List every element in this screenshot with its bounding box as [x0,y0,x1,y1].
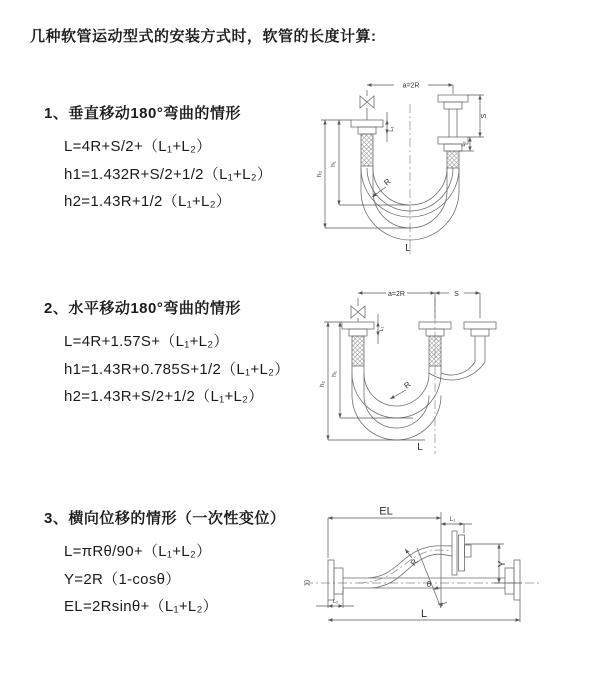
d1-l2-label: L₂ [461,141,467,147]
d1-span-label: a=2R [402,82,420,90]
d2-middle-branch [419,322,451,374]
d2-hose-arcs [352,362,485,440]
formula-line: Y=2R（1-cosθ） [64,570,181,588]
d2-radius-label: R [402,379,413,391]
formula-line: L=πRθ/90+（L₁+L₂） [64,543,212,561]
diagram-lateral-displacement [298,498,550,650]
formula-line: h1=1.432R+S/2+1/2（L₁+L₂） [64,165,273,183]
d2-h1-label: h₁ [331,371,338,377]
d1-left-branch [351,120,383,191]
d3-radius-label: R [408,557,420,568]
d3-dimensions [316,506,522,623]
d2-length-label: L [417,442,423,453]
d2-s-label: S [454,290,459,298]
formula-line: h2=1.43R+S/2+1/2（L₁+L₂） [64,388,264,406]
d3-length-label: L [420,608,428,620]
formula-line: EL=2Rsinθ+（L₁+L₂） [64,598,218,616]
d2-l1-label: L₁ [379,326,385,332]
d1-radius-label: R [382,176,393,188]
d1-h1-label: h₁ [330,161,337,167]
d2-h2-label: h₂ [319,380,326,388]
section-1-formulas [64,132,272,215]
formula-line: h1=1.43R+0.785S+1/2（L₁+L₂） [64,360,290,378]
page-title: 几种软管运动型式的安装方式时，软管的长度计算: [30,28,377,45]
d3-l2-label: L₂ [332,599,339,605]
d2-span-label: a=2R [388,290,405,298]
d2-left-branch [342,322,374,396]
d2-valve-icon [351,298,365,322]
d3-hose [343,546,505,588]
d3-upper-flange [452,531,471,575]
d1-l1-label: L₁ [389,126,395,132]
section-3 [44,507,285,620]
diagram-vertical-180-bend [308,68,530,260]
d3-left-flange [328,560,343,600]
d1-h2-label: h₂ [316,170,323,178]
formula-line: L=4R+1.57S+（L₁+L₂） [64,333,229,351]
d1-valve-icon [360,90,374,120]
d2-right-branch [464,322,496,362]
section-2 [44,297,290,410]
section-3-formulas [64,537,285,620]
formula-line: h2=1.43R+1/2（L₁+L₂） [64,193,232,211]
diagram-horizontal-180-bend [308,278,540,470]
section-1 [44,102,272,215]
d1-length-label: L [405,243,411,254]
section-1-heading: 1、垂直移动180°弯曲的情形 [44,105,241,122]
formula-line: L=4R+S/2+（L₁+L₂） [64,138,212,156]
section-3-heading: 3、横向位移的情形（一次性变位） [44,510,286,527]
d3-el-label: EL [379,505,393,518]
d1-s-label: S [481,113,488,119]
d3-y-label: Y [497,560,508,568]
section-2-formulas [64,327,290,410]
d3-angle-label: θ [426,580,432,589]
section-2-heading: 2、水平移动180°弯曲的情形 [44,300,241,317]
d2-dimensions [319,291,480,453]
d3-l1-label: L₁ [449,517,456,523]
